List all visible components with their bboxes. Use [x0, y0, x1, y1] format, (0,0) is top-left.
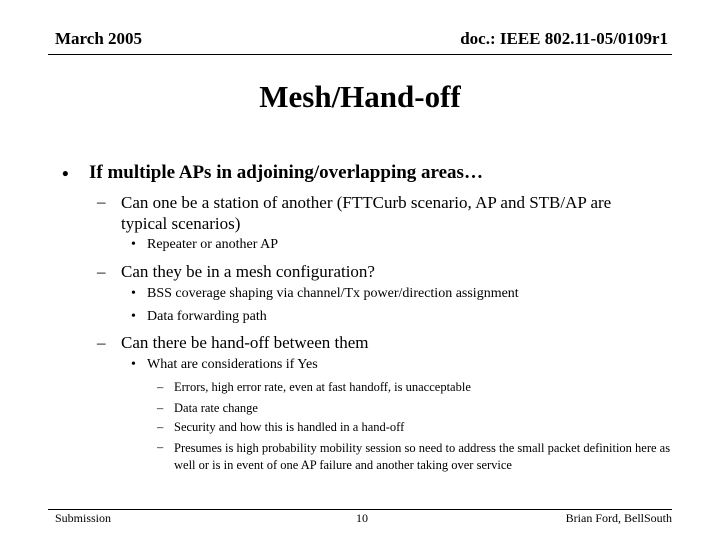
bullet-dot: • [131, 286, 136, 301]
page-number: 10 [356, 511, 368, 525]
footer-submission: Submission [55, 511, 112, 525]
sub-bullet-3: Can there be hand-off between them [121, 333, 369, 352]
slide-title: Mesh/Hand-off [259, 79, 461, 114]
sub-bullet-3-item-1: What are considerations if Yes [147, 357, 318, 372]
bullet-dash: – [97, 192, 106, 211]
header-divider [48, 54, 672, 55]
sub-bullet-1: Can one be a station of another (FTTCurb scenario, AP and STB/AP are typical scenarios) [121, 193, 612, 233]
bullet-dot: • [131, 357, 136, 372]
consideration-1: Errors, high error rate, even at fast handoff, is unacceptable [174, 380, 471, 394]
main-bullet: If multiple APs in adjoining/overlapping areas… [89, 162, 483, 183]
bullet-dash: – [157, 440, 164, 454]
bullet-dot: • [131, 309, 136, 324]
consideration-4: Presumes is high probability mobility session so need to address the small packet definition here as well or is in event of one AP failure and another taking over service [174, 441, 671, 472]
bullet-dot: • [131, 237, 136, 252]
footer-divider [48, 509, 672, 510]
consideration-2: Data rate change [174, 401, 258, 415]
bullet-dash: – [97, 333, 106, 352]
consideration-3: Security and how this is handled in a hand-off [174, 420, 405, 434]
bullet-dash: – [157, 380, 164, 394]
bullet-dash: – [97, 262, 106, 281]
bullet-dot: • [62, 164, 69, 185]
sub-bullet-2: Can they be in a mesh configuration? [121, 262, 375, 281]
sub-bullet-2-item-2: Data forwarding path [147, 309, 267, 324]
bullet-dash: – [157, 401, 164, 415]
header-doc-id: doc.: IEEE 802.11-05/0109r1 [460, 29, 668, 48]
footer-author: Brian Ford, BellSouth [565, 511, 672, 525]
bullet-dash: – [157, 420, 164, 434]
header-date: March 2005 [55, 29, 143, 48]
sub-bullet-1-item-1: Repeater or another AP [147, 237, 279, 252]
sub-bullet-2-item-1: BSS coverage shaping via channel/Tx power/direction assignment [147, 286, 519, 301]
